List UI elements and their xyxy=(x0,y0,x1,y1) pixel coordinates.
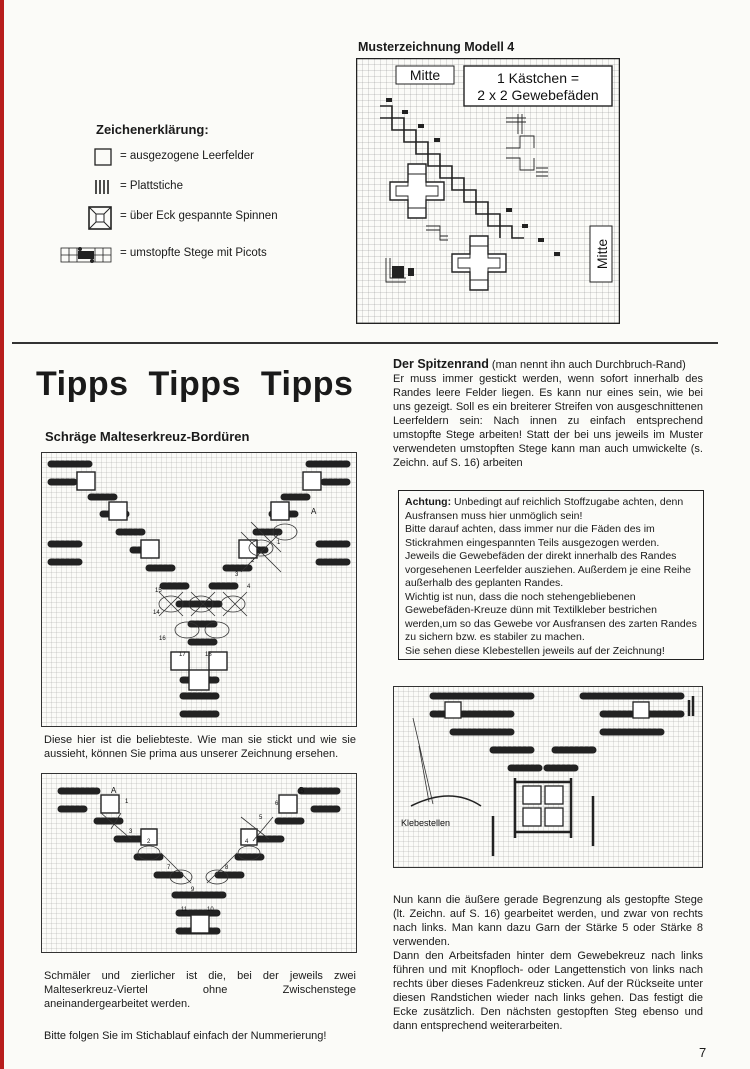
pattern-scale-line1: 1 Kästchen = xyxy=(496,70,580,86)
legend-row xyxy=(60,206,350,230)
achtung-label: Achtung: xyxy=(405,496,452,508)
section-divider xyxy=(12,342,718,344)
chart2-number: 11 xyxy=(181,907,188,913)
pattern-mitte-right: Mitte xyxy=(594,238,610,270)
chart1-number: 3 xyxy=(235,572,239,578)
legend-row xyxy=(60,146,350,170)
picot-bar-icon xyxy=(60,245,112,270)
achtung-line: Sie sehen diese Klebestellen jeweils auf der Zeichnung! xyxy=(405,644,665,657)
achtung-line: Bitte darauf achten, dass immer nur die Fäden des im Stickrahmen eingespannten Teils ausgezogen werden. xyxy=(405,523,660,549)
chart2-number: 6 xyxy=(275,801,279,807)
caption-3: Bitte folgen Sie im Stichablauf einfach der Nummerierung! xyxy=(44,1030,327,1042)
legend-label: = Plattstiche xyxy=(120,180,183,192)
achtung-box xyxy=(398,490,704,660)
chart1-marker: A xyxy=(311,507,317,516)
pattern-mitte-top: Mitte xyxy=(409,67,441,83)
chart1-number: 15 xyxy=(155,588,162,594)
closing-paragraph-2: Dann den Arbeitsfaden hinter dem Gewebekreuz nach links führen und mit Knopfloch- oder Langettenstich von links nach rechts über dieses Fadenkreuz sticken. Auf der Rückseite unter diesen Randstichen wieder nach links gehen. Das festigt die Ecke zusätzlich. Den nächsten gestopften Steg ebenso und dann entsprechend weiterarbeiten. xyxy=(393,950,703,1032)
achtung-line: Jeweils die Gewebefäden der direkt innerhalb des Randes vorgesehenen Leerfelder ausziehen. Außerdem je eine Reihe außerhalb des geplanten Randes. xyxy=(405,550,692,589)
klebestellen-label: Klebestellen xyxy=(401,818,451,828)
chart2-marker: B xyxy=(299,786,305,795)
chart2-number: 1 xyxy=(125,799,129,805)
chart2-number: 4 xyxy=(245,839,249,845)
spitzenrand-head-note: (man nennt ihn auch Durchbruch-Rand) xyxy=(488,359,686,371)
chart2-number: 2 xyxy=(147,839,151,845)
legend-row xyxy=(60,176,350,200)
pattern-title: Musterzeichnung Modell 4 xyxy=(358,40,515,54)
satin-stitch-icon xyxy=(94,178,112,201)
legend-label: = umstopfte Stege mit Picots xyxy=(120,247,267,259)
lace-edge-chart xyxy=(393,686,703,868)
border-chart-2 xyxy=(41,773,357,953)
chart1-number: 16 xyxy=(159,636,166,642)
empty-square-icon xyxy=(94,148,112,171)
chart1-number: 4 xyxy=(247,584,251,590)
legend-row xyxy=(60,243,350,267)
chart2-number: 10 xyxy=(207,907,214,913)
chart1-number: 1 xyxy=(277,540,281,546)
caption-1: Diese hier ist die beliebteste. Wie man sie stickt und wie sie aussieht, können Sie prima aus unserer Zeichnung ersehen. xyxy=(44,734,356,760)
achtung-line: Unbedingt auf reichlich Stoffzugabe achten, denn Ausfransen muss hier unmöglich sein! xyxy=(405,496,684,522)
page-title: Tipps Tipps Tipps xyxy=(36,365,354,403)
pattern-chart xyxy=(356,58,620,324)
spitzenrand-text xyxy=(393,357,703,470)
legend-title: Zeichenerklärung: xyxy=(96,122,209,137)
pattern-scale-line2: 2 x 2 Gewebefäden xyxy=(477,87,599,103)
chart1-number: 18 xyxy=(205,652,212,658)
diagonal-spider-icon xyxy=(88,206,112,235)
spitzenrand-heading: Der Spitzenrand xyxy=(393,357,489,371)
page-number: 7 xyxy=(699,1045,707,1060)
chart1-number: 2 xyxy=(251,558,255,564)
chart2-number: 3 xyxy=(129,829,133,835)
closing-paragraph-1: Nun kann die äußere gerade Begrenzung als gestopfte Stege (lt. Zeichn. auf S. 16) gearbeitet werden, und zwar von rechts nach links. Man kann dazu Garn der Stärke 5 oder Stärke 8 verwenden. xyxy=(393,894,703,948)
section-subtitle: Schräge Malteserkreuz-Bordüren xyxy=(45,429,250,444)
chart2-number: 5 xyxy=(259,815,263,821)
chart2-marker: A xyxy=(111,786,117,795)
border-chart-1 xyxy=(41,452,357,727)
closing-text xyxy=(393,893,703,1033)
chart1-number: 14 xyxy=(153,610,160,616)
chart1-number: 17 xyxy=(179,652,186,658)
caption-2: Schmäler und zierlicher ist die, bei der jeweils zwei Malteserkreuz-Viertel ohne Zwischenstege aneinandergearbeitet werden. xyxy=(44,970,356,1010)
legend-label: = über Eck gespannte Spinnen xyxy=(120,210,278,222)
chart2-number: 9 xyxy=(191,887,195,893)
chart2-number: 8 xyxy=(225,865,229,871)
chart2-number: 7 xyxy=(167,865,171,871)
legend-label: = ausgezogene Leerfelder xyxy=(120,150,254,162)
spitzenrand-body: Er muss immer gestickt werden, wenn sofort innerhalb des Randes leere Felder liegen. Es kann nur eines sein, wie bei uns gezeigt. Soll es ein breiterer Streifen von ausgeschnittenen Leerfeldern sein: Nach innen zu einfach entsprechend umstopfte Stege arbeiten! Statt der bei uns jeweils im Muster verwendeten umstopften Stege kann man auch umwickelte (s. Zeichn. auf S. 16) arbeiten xyxy=(393,373,703,469)
achtung-line: Wichtig ist nun, dass die noch stehengebliebenen Gewebefäden-Kreuze dünn mit Textilkleber bestrichen werden,um so das Gewebe vor Ausfransen des zarten Randes zu sichern bzw. es stabiler zu machen. xyxy=(405,590,697,643)
page-edge xyxy=(0,0,4,1069)
